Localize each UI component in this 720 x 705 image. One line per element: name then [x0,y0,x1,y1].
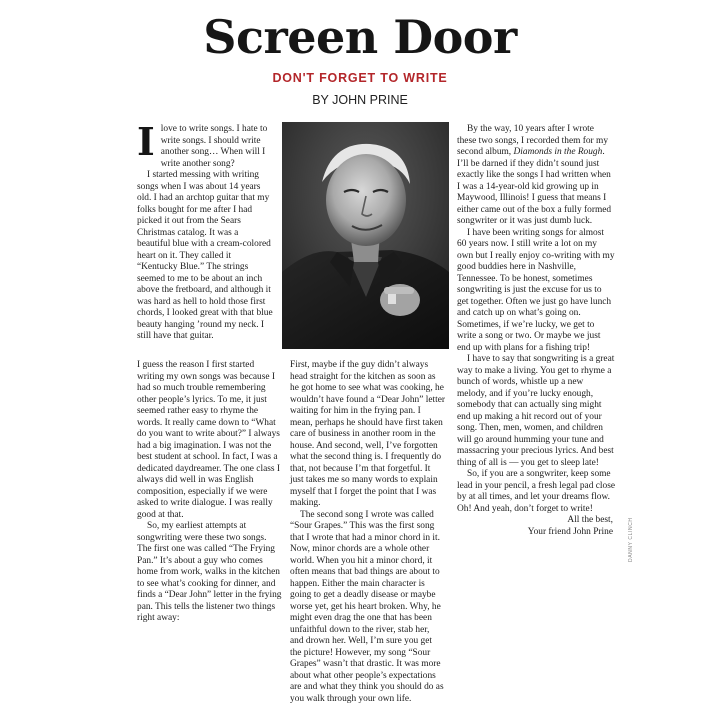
signature: Your friend John Prine [457,527,615,539]
paragraph [457,124,615,228]
paragraph-opening [137,124,273,170]
paragraph: I have been writing songs for almost 60 years now. I still write a lot on my own but I really enjoy co-writing with my good buddies here in Nashville, Tennessee. To be honest, sometimes songwriting is just the excuse for us to get together. Often we just go have lunch and catch up on what’s going on. Sometimes, if we’re lucky, we get to write a song or two. Or maybe we just end up with plans for a fishing trip! [457,228,615,355]
article-byline: BY JOHN PRINE [0,93,720,107]
photo-credit: DANNY CLINCH [628,517,634,562]
portrait-photo [282,122,449,349]
paragraph: I guess the reason I first started writing my own songs was because I had so much trouble remembering other people’s lyrics. To me, it just seemed rather easy to rhyme the words. It really came down to “What do you want to write about?” I always had a big imagination. I was not the best student at school. In fact, I was a dedicated daydreamer. The one class I always did well in was English composition, especially if we were asked to write dialogue. I was really good at that. [137,360,282,521]
portrait-illustration [282,122,449,349]
article-column-right [457,124,615,538]
drop-cap: I [137,125,155,159]
article-column-left [137,124,273,343]
paragraph: So, if you are a songwriter, keep some lead in your pencil, a fresh legal pad close by at all times, and let your dreams flow. Oh! And yeah, don’t forget to write! [457,469,615,515]
article-column-left-lower [137,360,282,625]
paragraph-text: . I’ll be darned if they didn’t sound just exactly like the songs I had written when I was a 14-year-old kid growing up in Maywood, Illinois! I guess that means I either came out of the box a fully formed songwriter or it was just dumb luck. [457,147,611,226]
paragraph: I have to say that songwriting is a great way to make a living. You get to rhyme a bunch of words, whistle up a new melody, and if you’re lucky enough, somebody that can actually sing might end up making a hit record out of your song. Then, men, women, and children will go around humming your tune and massacring your precious lyrics. And best thing of all is — you get to sleep late! [457,354,615,469]
paragraph: So, my earliest attempts at songwriting were these two songs. The first one was called “The Frying Pan.” It’s about a guy who comes home from work, walks in the kitchen to see what’s cooking for dinner, and finds a “Dear John” letter in the frying pan. This tells the listener two things right away: [137,521,282,625]
signoff: All the best, [457,515,615,527]
paragraph: I started messing with writing songs when I was about 14 years old. I had an archtop guitar that my folks bought for me after I had picked it out from the Sears Christmas catalog. It was a beautiful blue with a cream-colored heart on it. They called it “Kentucky Blue.” The strings seemed to me to be about an inch above the fretboard, and although it was hard as hell to hold those first chords, I looked great with that blue beauty hanging ’round my neck. I still have that guitar. [137,170,273,343]
paragraph-text: By the way, 10 years after I wrote these two songs, I recorded them for my second album, [457,124,608,157]
album-title: Diamonds in the Rough [514,147,603,157]
paragraph: First, maybe if the guy didn’t always head straight for the kitchen as soon as he got home to see what was cooking, he wouldn’t have found a “Dear John” letter waiting for him in the frying pan. I mean, perhaps he should have first taken care of business in another room in the house. And second, well, I’ve forgotten what the second thing is. I frequently do that, not because I’m that forgetful. It just takes me so many words to explain myself that I forget the point that I was making. [290,360,445,510]
article-column-middle [290,360,445,705]
article-kicker: DON'T FORGET TO WRITE [0,71,720,85]
page-title: Screen Door [0,10,720,64]
paragraph-text: love to write songs. I hate to write songs. I should write another song… When will I write another song? [161,124,268,169]
paragraph: The second song I wrote was called “Sour Grapes.” This was the first song that I wrote that had a minor chord in it. Now, minor chords are a whole other world. When you hit a minor chord, it often means that bad things are about to happen. Either the main character is going to get a deadly disease or maybe worse yet, get his heart broken. Why, he might even drag the one that has been unfaithful down to the river, stab her, and drown her. Well, I’m sure you get the picture! However, my song “Sour Grapes” wasn’t that drastic. It was more about what other people’s expectations are and what they think you should do as you walk through your own life. [290,510,445,705]
